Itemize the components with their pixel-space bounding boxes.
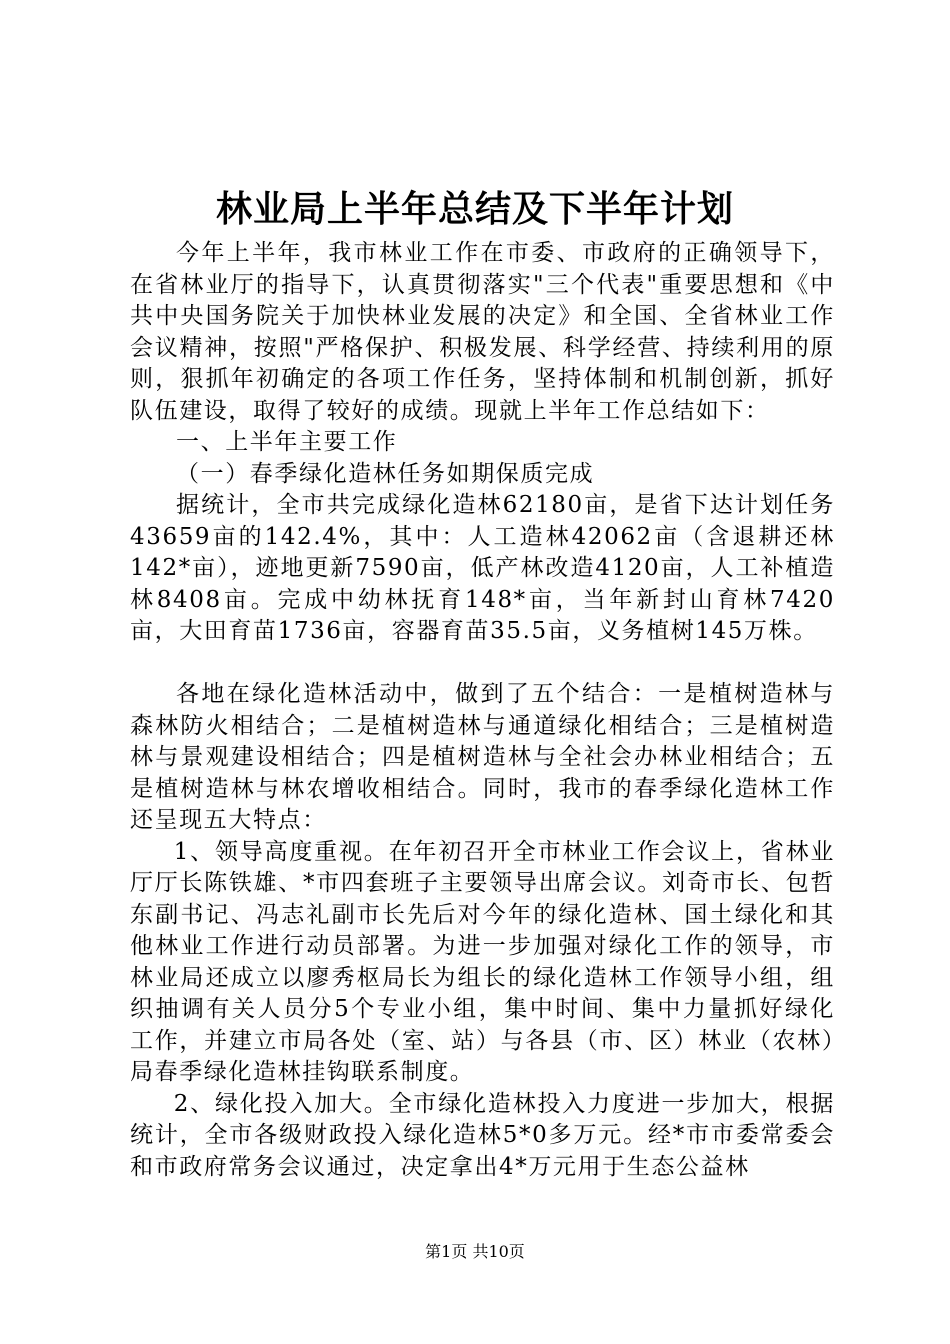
list-item-investment: 2、绿化投入加大。全市绿化造林投入力度进一步加大，根据统计，全市各级财政投入绿化造林5*0多万元。经*市市委常委会和市政府常务会议通过，决定拿出4*万元用于生态公益林	[130, 1090, 835, 1180]
intro-paragraph: 今年上半年，我市林业工作在市委、市政府的正确领导下，在省林业厅的指导下，认真贯彻落实"三个代表"重要思想和《中共中央国务院关于加快林业发展的决定》和全国、全省林业工作会议精神，按照"严格保护、积极发展、科学经营、持续利用的原则，狠抓年初确定的各项工作任务，坚持体制和机制创新，抓好队伍建设，取得了较好的成绩。现就上半年工作总结如下：	[130, 240, 835, 424]
five-combinations-paragraph: 各地在绿化造林活动中，做到了五个结合：一是植树造林与森林防火相结合；二是植树造林与通道绿化相结合；三是植树造林与景观建设相结合；四是植树造林与全社会办林业相结合；五是植树造林与林农增收相结合。同时，我市的春季绿化造林工作还呈现五大特点：	[130, 681, 835, 833]
page-number-footer: 第1页 共10页	[425, 1242, 525, 1261]
document-body	[130, 238, 835, 1183]
list-item-leadership: 1、领导高度重视。在年初召开全市林业工作会议上，省林业厅厅长陈铁雄、*市四套班子主要领导出席会议。刘奇市长、包哲东副书记、冯志礼副市长先后对今年的绿化造林、国土绿化和其他林业工作进行动员部署。为进一步加强对绿化工作的领导，市林业局还成立以廖秀枢局长为组长的绿化造林工作领导小组，组织抽调有关人员分5个专业小组，集中时间、集中力量抓好绿化工作，并建立市局各处（室、站）与各县（市、区）林业（农林）局春季绿化造林挂钩联系制度。	[130, 838, 835, 1085]
subsection-heading: （一）春季绿化造林任务如期保质完成	[176, 460, 595, 487]
section-heading: 一、上半年主要工作	[176, 429, 398, 455]
statistics-paragraph: 据统计，全市共完成绿化造林62180亩，是省下达计划任务43659亩的142.4%，其中：人工造林42062亩（含退耕还林142*亩），迹地更新7590亩，低产林改造4120亩，人工补植造林8408亩。完成中幼林抚育148*亩，当年新封山育林7420亩，大田育苗1736亩，容器育苗35.5亩，义务植树145万株。	[130, 492, 835, 644]
paragraph-spacer	[130, 648, 835, 680]
document-title: 林业局上半年总结及下半年计划	[215, 189, 734, 230]
